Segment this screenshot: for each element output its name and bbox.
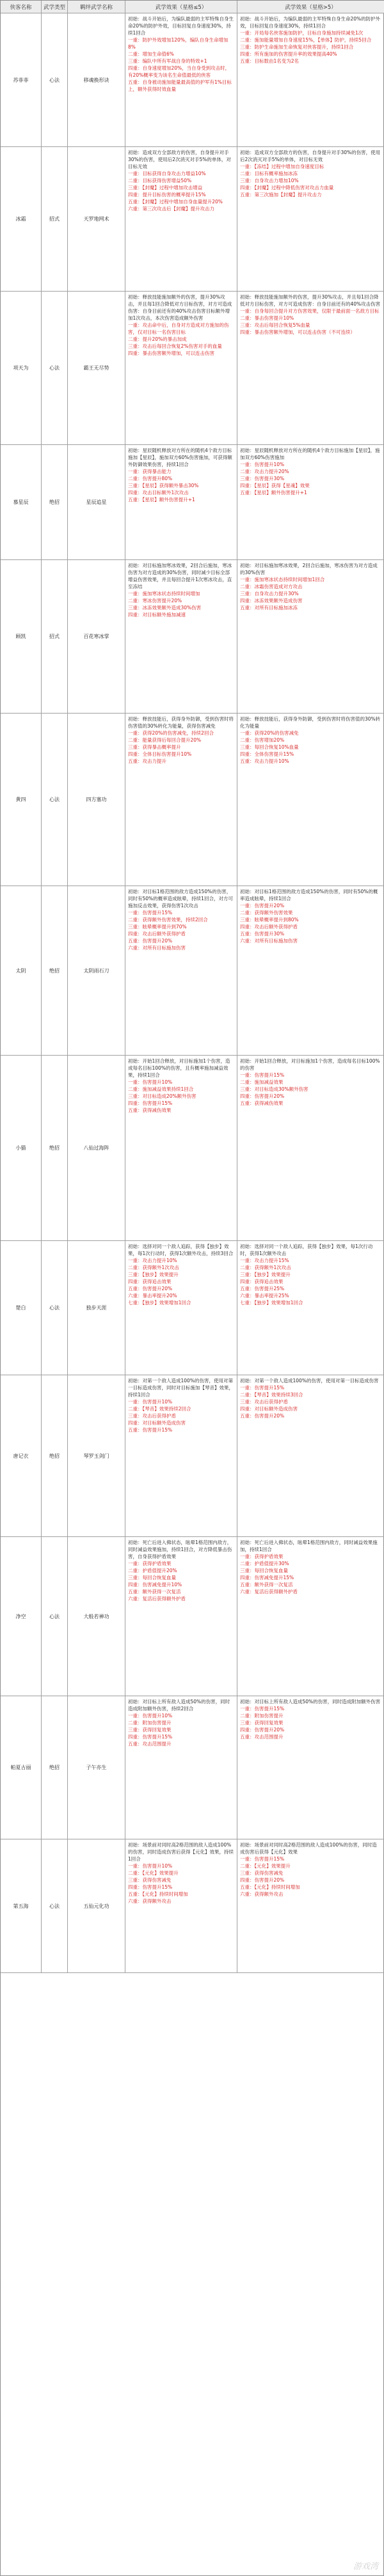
effect-line: 初始：对第一个敌人造成100%的伤害，使用对第一目标造成伤害 [240,1378,379,1384]
effect-line: 四重：对目标额外施加减速 [128,612,186,618]
effect-gt5 [237,1241,384,1375]
effect-line: 一重：【冻结】过程中增加自身速度目标 [240,164,324,169]
skill-name: 大般若禅功 [68,1537,125,1696]
effect-line: 五重：额外获得一次复活 [128,1589,181,1595]
effect-line: 二重：冰霜伤害造成对方攻击 [240,584,303,589]
effect-line: 三重：自身攻击力提升30% [240,591,299,597]
effect-line: 二重：攻击力提升20% [240,469,289,474]
effect-line: 一重：获得护盾效果 [128,1561,172,1566]
effect-gt5 [237,1056,384,1241]
hero-name: 顾凯 [1,560,42,714]
effect-line: 四重：伤害减免提升15% [240,1575,294,1581]
effect-line: 三重：获得回复效果 [240,1720,284,1726]
effect-line: 初始：场景前对同时高2格范围的敌人造成100%的伤害，同时造成伤害后获得【元化】效果 [240,1842,377,1855]
effect-line: 四重：攻击目标额外1次攻击 [128,490,189,496]
hero-name: 帕夏古丽 [1,1696,42,1839]
effect-line: 二重：附加伤害提升 [128,1720,172,1726]
effect-line: 初始：释放技能后，获得身外防御，受到伤害时将伤害值的30%转化为能量 [240,716,381,729]
effect-line: 二重：获得额外1次攻击 [240,1265,291,1270]
effect-line: 初始：造成双方全部敌方的伤害，自身提升对手30%的伤害，使用后2次消灭对手5%的单体，对目标无效 [240,150,381,162]
hero-name: 小猫 [1,1056,42,1241]
skill-type: 招式 [42,560,68,714]
effect-le5 [125,13,237,147]
effect-line: 二重：施加能量增加自身速度15%，【单体】防护，持续5回合 [240,37,372,43]
effect-line: 四重：提升目标伤害的概率提升15% [128,192,206,198]
effect-line: 二重：护盾值提升30% [240,1561,289,1566]
effect-line: 一重：获得暴击能力 [128,469,172,474]
effect-line: 一重：伤害提升10% [128,1863,173,1869]
effect-le5 [125,714,237,886]
skill-name: 四方塞功 [68,714,125,886]
effect-le5 [125,1056,237,1241]
effect-gt5 [237,560,384,714]
effect-line: 初始：选择对同一个敌人追踪，获得【独步】效果，每1次行动时，获得1次额外攻击 [240,1244,373,1256]
effect-line: 二重：附加伤害提升 [240,1713,284,1719]
skill-type: 心法 [42,1537,68,1696]
effect-line: 初始：释放技能施加额外的伤害，提升30%攻击，并且每1回合降低对方目标伤害，对方可造成伤害：自身目前还有的40%攻击伤害目标额外增加1次攻击，本次伤害造成额外伤害 [128,294,232,321]
effect-line: 四重：【星辰】获得【星魂】效果 [240,483,310,488]
effect-line: 四重：伤害提升15% [128,1100,173,1106]
hero-name: 太阴 [1,886,42,1056]
effect-line: 一重：伤害提升10% [240,462,285,467]
effect-line: 二重：获得额外伤害效果 [240,910,293,916]
effect-line: 二重：增加生命值6% [128,51,174,57]
effect-line: 三重：攻击后获得护盾 [128,1413,176,1419]
effect-line: 七重：【独步】效果增加1回合 [240,1300,303,1306]
skill-type: 招式 [42,147,68,292]
effect-line: 初始：对第一个敌人造成100%的伤害，使用对第一目标造成伤害，同时对目标施加【琴音】效果，持续1回合 [128,1378,234,1398]
effect-line: 五重：【封魔】过程中增加自身血量提升20% [128,199,223,205]
skill-type: 心法 [42,13,68,147]
effect-line: 初始：对目标施加寒冰效果，2回合后施加，寒冰伤害为对方造成的30%伤害 [240,563,378,575]
effect-line: 六重：复活后获得额外护盾 [128,1596,186,1602]
effect-gt5 [237,1696,384,1839]
effect-line: 四重：伤害提升20% [240,1093,285,1099]
effect-line: 四重：获得追击效果 [128,1279,172,1284]
effect-line: 三重：每回合恢复10%血量 [240,744,299,750]
effect-line: 二重：【琴音】效果持续2回合 [128,1406,191,1412]
effect-line: 五重：攻击力提升 [128,758,166,764]
effect-line: 三重：伤害提升30% [240,476,285,481]
effect-line: 一重：获得护盾效果 [240,1554,284,1559]
effect-line: 三重：【独步】效果提升 [240,1272,291,1277]
effect-line: 三重：每回合恢复血量 [240,1568,288,1573]
effect-line: 二重：施加减益效果持续1回合 [128,1086,194,1092]
effect-line: 三重：攻击后获得护盾 [240,1399,288,1405]
effect-line: 四重：对目标额外造成伤害 [240,1406,298,1412]
effect-line: 三重：每回合恢复血量 [128,1575,176,1581]
effect-line: 三重：对目标造成20%额外伤害 [128,1093,196,1099]
effect-line: 二重：获得额外1次攻击 [128,1265,179,1270]
effect-line: 四重：攻击后额外获得护盾 [128,931,186,937]
effect-line: 四重：获得追击效果 [240,1279,284,1284]
skill-name: 独步天涯 [68,1241,125,1375]
effect-line: 一重：获得20%的伤害减免，持续2回合 [128,730,214,736]
effect-line: 五重：获得减伤效果 [128,1107,172,1113]
watermark: 游戏湾 [353,2562,378,2572]
effect-line: 六重：获得额外攻击 [128,1898,172,1904]
effect-line: 五重：攻击力提升10% [240,758,289,764]
effect-line: 二重：获得额外伤害效果，持续2回合 [128,917,208,923]
effect-le5 [125,147,237,292]
effect-line: 四重：全体伤害提升15% [240,751,294,757]
effect-line: 一重：施加寒冰状态持续时间增加1回合 [240,577,325,582]
hero-name: 慕星辰 [1,445,42,560]
skill-type: 绝招 [42,1696,68,1839]
skill-name: 八仙过海阵 [68,1056,125,1241]
effect-line: 五重：伤害提升20% [240,1413,285,1419]
effect-le5 [125,445,237,560]
effect-line: 一重：目标获得自身攻击力增益10% [128,171,206,176]
hero-name: 项天为 [1,292,42,445]
effect-line: 初始：星辰随机释放对方所在的随机4个敌方目标施加【星辰】，施加双方60%伤害施加 [240,448,380,460]
effect-line: 二重：【元化】效果提升 [128,1870,179,1876]
effect-line: 六重：对所有目标施加伤害 [240,938,298,944]
effect-line: 六重：获得额外攻击 [240,1891,284,1897]
effect-line: 四重：攻击后额外获得护盾 [240,924,298,930]
effect-line: 四重：伤害提升20% [240,1877,285,1883]
effect-line: 四重：对目标额外造成伤害 [128,1420,186,1426]
effect-le5 [125,1537,237,1696]
effect-line: 初始：战斗开始后，为编队最弱的主军特殊自身生命20%的防护外效，目标回复自身速度30%，持续1回合 [240,16,381,29]
effect-line: 初始：死亡后进入佛状态，眩晕1格范围内敌方，同时减益效果施加，持续1回合 [240,1540,378,1552]
effect-line: 二重：伤害提升80% [128,476,173,481]
skill-type: 心法 [42,1241,68,1375]
effect-line: 三重：自身攻击力增加10% [240,178,299,183]
effect-line: 三重：获得伤害减免 [240,1870,284,1876]
effect-line: 二重：目标有概率施加冰冻 [240,171,298,176]
effect-le5 [125,560,237,714]
effect-line: 五重：攻击范围提升 [240,1734,284,1740]
effect-line: 四重：全体目标伤害提升10% [128,751,192,757]
effect-line: 初始：死亡后进入佛状态，眩晕1格范围内敌方，同时减益效果施加，持续1回合，对方降低暴击伤害，自身获得护盾效果 [128,1540,232,1559]
effect-line: 初始：对目标施加寒冰效果，2回合后施加，寒冰伤害为对方造成的30%伤害，同时减少目标全部增益伤害效果，并且每回合提升1次寒冰攻击，直至冻结 [128,563,232,589]
effect-line: 一重：获得20%的伤害减免 [240,730,299,736]
effect-line: 初始：释放技能后，获得身外防御，受到伤害时将伤害值的30%转化为能量，获得伤害减免 [128,716,234,729]
skill-type: 绝招 [42,445,68,560]
effect-line: 五重：目标数由1名变为2名 [240,58,300,64]
effect-line: 一重：伤害提升15% [240,1856,285,1862]
effect-line: 三重：获得伤害减免 [128,1877,172,1883]
effect-line: 五重：对所有目标施加冰冻 [240,605,298,611]
effect-line: 初始：造成双方全部敌方的伤害，自身提升对手30%的伤害，使用后2次消灭对手5%的单体，对目标无效 [128,150,231,169]
effect-line: 六重：复活后获得额外护盾 [240,1589,298,1595]
hero-name: 净空 [1,1537,42,1696]
effect-line: 初始：开始1回合释放，对目标施加1个伤害，造成每名目标100%的伤害 [240,1058,380,1071]
effect-le5 [125,292,237,445]
effect-line: 一重：伤害提升10% [128,1713,173,1719]
effect-line: 二重：伤害增加20% [240,737,285,743]
effect-line: 三重：获得暴击概率提升 [128,744,181,750]
effect-line: 四重：暴击伤害额外增加，可以连击伤害（不可连续） [240,329,355,335]
effect-line: 一重：施加寒冰状态持续时间增加 [128,591,200,597]
hero-name: 黄四 [1,714,42,886]
effect-line: 五重：攻击范围提升 [128,1741,172,1747]
effect-le5 [125,1375,237,1537]
effect-line: 三重：防护生命施加生命恢复对侠客提升，持续1回合 [240,44,354,50]
effect-le5 [125,1839,237,1973]
skill-type: 心法 [42,292,68,445]
effect-line: 四重：所有施加的伤害提升率的效果提高40% [240,51,337,57]
hero-name: 楚白 [1,1241,42,1375]
effect-line: 六重：第三次攻击后【封魔】提升攻击力 [128,206,214,212]
effect-line: 一重：防护外效增加120%，编队自身生命增加8% [128,37,228,50]
effect-le5 [125,1696,237,1839]
effect-line: 五重：伤害提升20% [128,1286,173,1292]
effect-line: 初始：对目标1格范围的敌方造成150%的伤害，同时有50%的概率造成眩晕，持续1回合 [240,889,378,902]
effect-line: 七重：【独步】效果增加1回合 [128,1300,191,1306]
effect-gt5 [237,886,384,1056]
skill-name: 琴罗玉剑门 [68,1375,125,1537]
effect-line: 三重：获得回复效果 [128,1727,172,1733]
header-type: 武学类型 [42,1,68,13]
effect-line: 三重：对目标造成30%额外伤害 [240,1086,308,1092]
effect-gt5 [237,1839,384,1973]
effect-line: 三重：【星辰】获得额外暴击30% [128,483,199,488]
effect-line: 五重：第三次施加【封魔】提升攻击力 [240,192,322,198]
effect-line: 四重：【封魔】过程中降低伤害对攻击力血量 [240,185,334,191]
effect-gt5 [237,292,384,445]
effect-line: 五重：伤害提升25% [240,1286,285,1292]
effect-line: 初始：星辰随机释放对方所在的随机4个敌方目标施加【星辰】，施加双方60%伤害施加，可获得额外防御效果伤害，持续1回合 [128,448,232,467]
effect-line: 五重：【元化】持续时间增加 [240,1884,300,1890]
effect-gt5 [237,13,384,147]
hero-name: 唐记衣 [1,1375,42,1537]
effect-line: 四重：伤害减免提升10% [128,1582,182,1588]
effect-line: 一重：伤害提升10% [128,1399,173,1405]
effect-line: 五重：自身被动施加能量最高值的护军有1%目标上，额外获得时效血量 [128,79,232,92]
skill-name: 子午亦生 [68,1696,125,1839]
effect-line: 五重：额外获得一次复活 [240,1582,293,1588]
effect-line: 三重：眩晕概率提升到80% [240,917,299,923]
effect-line: 初始：对目标1格范围的敌方造成150%的伤害，同时有50%的概率造成眩晕，持续1回合，对方可施加反击效果，获得伤害1次攻击 [128,889,233,909]
effect-line: 二重：提升20%的暴击加成 [128,336,187,342]
effect-line: 二重：寒冰伤害提升20% [128,598,182,604]
effect-line: 一重：伤害提升15% [240,1385,285,1391]
effect-line: 六重：暴击率提升20% [128,1293,177,1299]
header-name: 侠客名称 [1,1,42,13]
effect-line: 一重：伤害提升15% [128,910,173,916]
effect-line: 一重：攻击命中后，自身对方造成对方施加的伤害，仅对目标一名伤害目标 [128,322,229,335]
effect-line: 二重：护盾值提升20% [128,1568,177,1573]
effect-line: 二重：【琴音】效果持续3回合 [240,1392,303,1398]
effect-line: 五重：【星辰】额外伤害提升+1 [240,490,307,496]
effect-gt5 [237,714,384,886]
effect-gt5 [237,445,384,560]
effect-gt5 [237,1375,384,1537]
effect-line: 六重：暴击率提升25% [240,1293,289,1299]
effect-line: 五重：伤害提升20% [128,938,173,944]
effect-line: 一重：开局每名侠客施加防护，目标自身施加持续减免1次 [240,30,364,36]
skill-type: 心法 [42,1839,68,1973]
effect-line: 一重：伤害提升20% [240,903,285,909]
effect-line: 三重：编队中所有军战自身的特效+1 [128,58,207,64]
effect-line: 三重：【封魔】过程中增加攻击增益 [128,185,203,191]
effect-gt5 [237,1537,384,1696]
skill-type: 绝招 [42,886,68,1056]
effect-line: 二重：【元化】效果提升 [240,1863,291,1869]
effect-line: 四重：自身速度增加20%，当自身受到攻击时，有20%概率变为该名生命值最低的侠客 [128,65,230,78]
effect-le5 [125,1241,237,1375]
skill-name: 霸王无尽势 [68,292,125,445]
header-effect-gt5: 武学效果（星格>5） [237,1,384,13]
effect-line: 三重：眩晕概率提升到70% [128,924,187,930]
effect-line: 四重：冰冻效果额外造成伤害 [240,598,303,604]
effect-line: 三重：攻击后每回合恢复2%伤害对手的血量 [128,343,222,349]
effect-line: 二重：暴击伤害提升10% [240,315,294,321]
hero-name: 第五海 [1,1839,42,1973]
effect-line: 初始：对目标上所有敌人造成50%的伤害，同时造成附加额外伤害 [240,1699,381,1705]
effect-line: 初始：对目标上所有敌人造成50%的伤害，同时造成附加额外伤害，持续2回合 [128,1699,230,1712]
header-effect-le5: 武学效果（星格≤5） [125,1,237,13]
effect-line: 六重：对所有目标施加伤害 [128,945,186,951]
effect-line: 四重：伤害提升15% [128,1734,173,1740]
effect-line: 三重：冰冻效果额外造成30%伤害 [128,605,202,611]
effect-line: 四重：伤害提升15% [128,1884,173,1890]
header-skill: 羁绊武学名称 [68,1,125,13]
skill-name: 天罗地网术 [68,147,125,292]
effect-line: 初始：战斗开始后，为编队最弱的主军特殊自身生命20%的防护外效，目标回复自身速度30%，持续1回合 [128,16,234,36]
effect-gt5 [237,147,384,292]
effect-line: 五重：获得减伤效果 [240,1100,284,1106]
effect-line: 四重：伤害提升20% [240,1727,285,1733]
effect-line: 五重：【元化】持续时间增加 [128,1891,188,1897]
effect-line: 一重：攻击力提升15% [240,1258,289,1263]
skill-name: 太阴雨石刀 [68,886,125,1056]
effect-line: 五重：伤害提升15% [128,1427,173,1433]
effect-line: 初始：场景前对同时高2格范围的敌人造成100%的伤害，同时造成伤害后获得【元化】效果，持续1回合 [128,1842,234,1862]
effect-le5 [125,886,237,1056]
skill-type: 绝招 [42,1375,68,1537]
skill-type: 绝招 [42,1056,68,1241]
effect-line: 一重：伤害提升15% [240,1706,285,1712]
effect-line: 二重：目标获得伤害增益50% [128,178,192,183]
effect-line: 四重：暴击伤害额外增加，可以连击伤害 [128,350,214,356]
skill-name: 百花寒冰掌 [68,560,125,714]
skill-type: 心法 [42,714,68,886]
effect-line: 五重：伤害提升30% [240,931,285,937]
effect-line: 初始：开始1回合释放，对目标施加1个伤害，造成每名目标100%的伤害，且有概率施加减益效果，持续1回合 [128,1058,230,1078]
skill-name: 星辰追星 [68,445,125,560]
skill-name: 五仙元化功 [68,1839,125,1973]
effect-line: 二重：施加减益效果 [240,1079,284,1085]
effect-line: 一重：伤害提升10% [128,1079,173,1085]
effect-line: 五重：【星辰】额外伤害提升+1 [128,497,195,503]
effect-line: 二重：能量获得后每回合提升20% [128,737,202,743]
effect-line: 三重：【独步】效果提升 [128,1272,179,1277]
skill-name: 移魂换形诀 [68,13,125,147]
effect-line: 一重：自身每回合提升对方伤害效果，仅限于最前面一名敌方目标 [240,308,380,314]
hero-name: 冰霜 [1,147,42,292]
effect-line: 三重：攻击后每回合恢复5%血量 [240,322,310,328]
effect-line: 初始：释放技能施加额外的伤害，提升30%攻击，并且每1回合降低对方目标伤害，对方可造成伤害：自身目前还有的40%攻击伤害 [240,294,381,307]
effect-line: 一重：攻击力提升10% [128,1258,177,1263]
hero-name: 苏菲菲 [1,13,42,147]
effect-line: 初始：选择对同一个敌人追踪，获得【独步】效果，每1次行动时，获得1次额外攻击，持续3回合 [128,1244,234,1256]
effect-line: 一重：伤害提升15% [240,1072,285,1078]
